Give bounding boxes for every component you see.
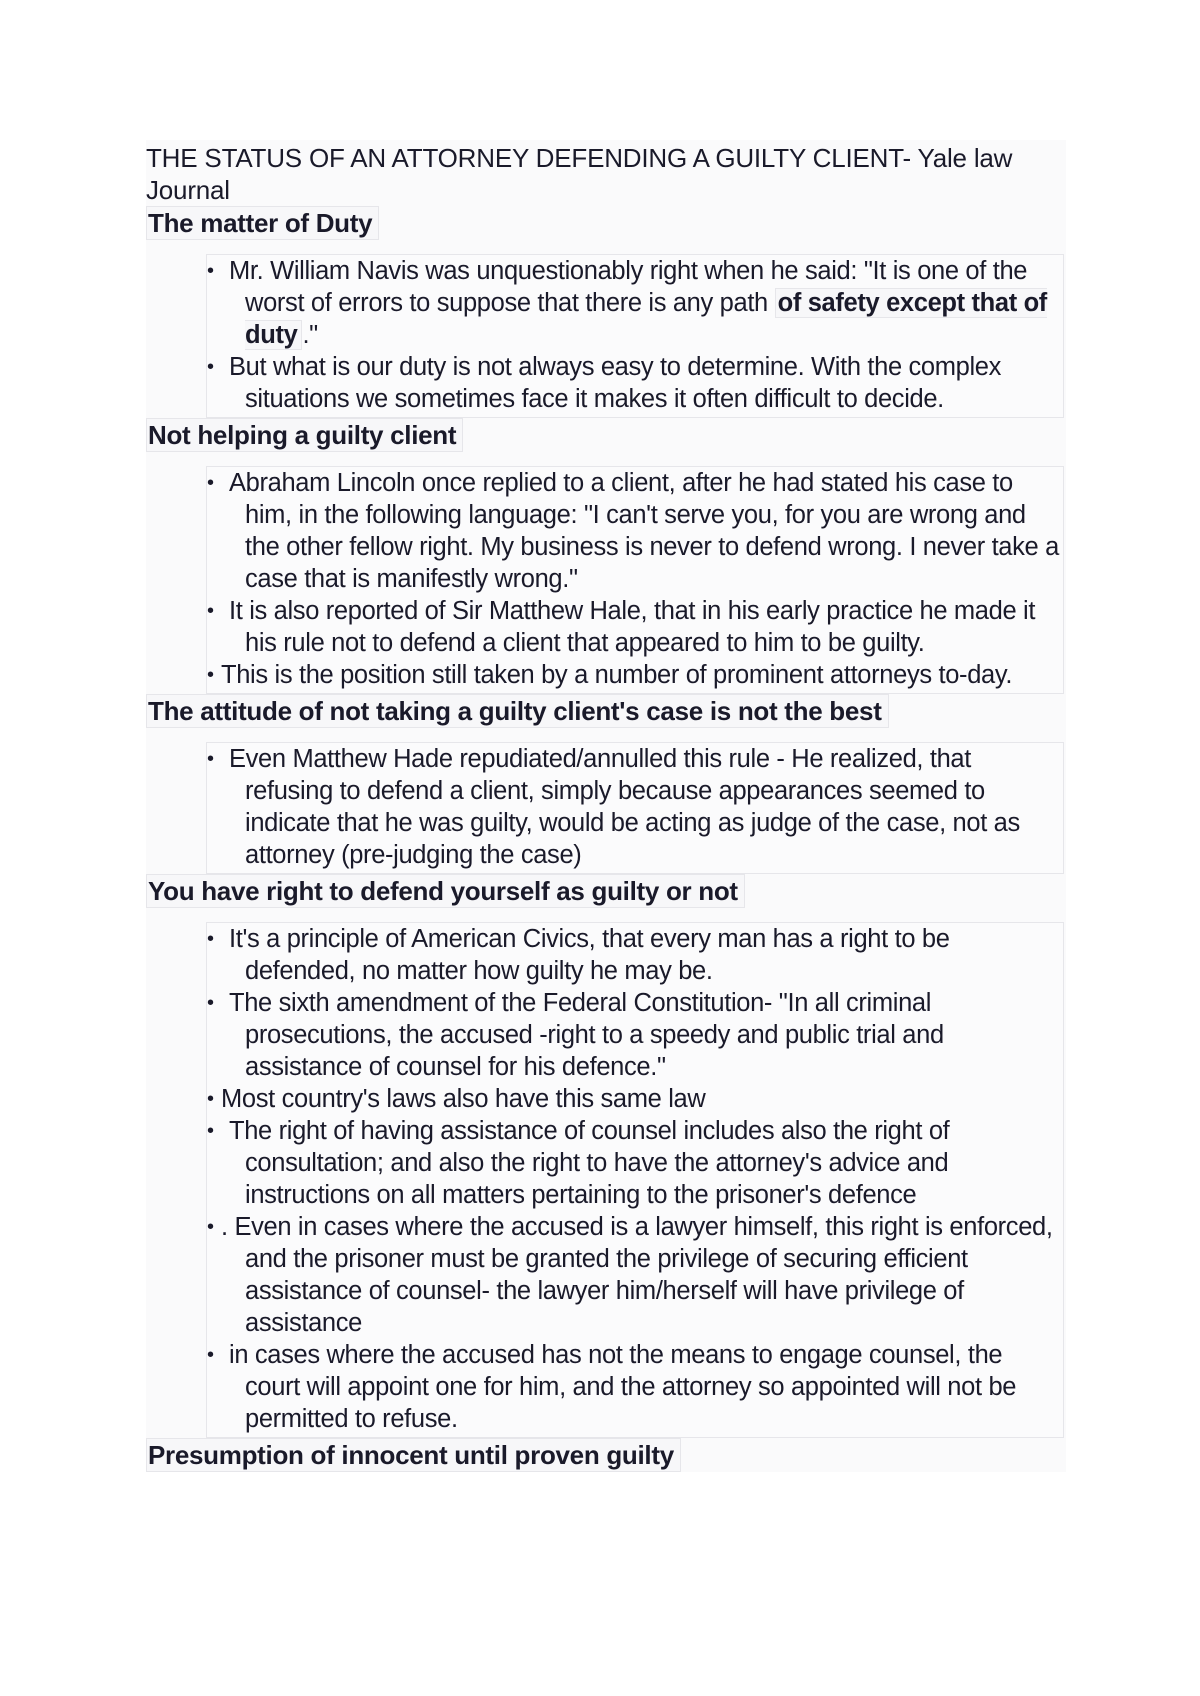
list-item: [207, 255, 1059, 351]
bullet-list-right-to-defend: [206, 922, 1064, 1438]
list-item: • The sixth amendment of the Federal Constitution- "In all criminal prosecutions, the accused -right to a speedy and public trial and assistance of counsel for his defence.": [207, 987, 1059, 1083]
bullet-text: .": [302, 321, 318, 349]
list-item: • Abraham Lincoln once replied to a client, after he had stated his case to him, in the following language: "I can't serve you, for you are wrong and the other fellow right. My business is never to defend wrong. I never take a case that is manifestly wrong.": [207, 467, 1059, 595]
section-heading-presumption: Presumption of innocent until proven guilty: [146, 1438, 681, 1472]
list-item: • It's a principle of American Civics, that every man has a right to be defended, no matter how guilty he may be.: [207, 923, 1059, 987]
section-heading-right-to-defend: You have right to defend yourself as guilty or not: [146, 874, 745, 908]
list-item: • Even Matthew Hade repudiated/annulled this rule - He realized, that refusing to defend a client, simply because appearances seemed to indicate that he was guilty, would be acting as judge of the case, not as attorney (pre-judging the case): [207, 743, 1059, 871]
bullet-text: Mr. William Navis was unquestionably right when he said: "It is one of the worst of errors to suppose that there is any path: [229, 257, 1028, 317]
list-item: • in cases where the accused has not the means to engage counsel, the court will appoint one for him, and the attorney so appointed will not be permitted to refuse.: [207, 1339, 1059, 1435]
bullet-list-attitude: [206, 742, 1064, 874]
list-item: • This is the position still taken by a number of prominent attorneys to-day.: [207, 659, 1059, 691]
list-item: • The right of having assistance of counsel includes also the right of consultation; and also the right to have the attorney's advice and instructions on all matters pertaining to the prisoner's defence: [207, 1115, 1059, 1211]
section-heading-attitude: The attitude of not taking a guilty client's case is not the best: [146, 694, 889, 728]
document-title: THE STATUS OF AN ATTORNEY DEFENDING A GUILTY CLIENT- Yale law Journal: [146, 143, 1013, 205]
section-heading-not-helping: Not helping a guilty client: [146, 418, 463, 452]
list-item: • It is also reported of Sir Matthew Hale, that in his early practice he made it his rule not to defend a client that appeared to him to be guilty.: [207, 595, 1059, 659]
list-item: • . Even in cases where the accused is a lawyer himself, this right is enforced, and the prisoner must be granted the privilege of securing efficient assistance of counsel- the lawyer him/herself will have privilege of assistance: [207, 1211, 1059, 1339]
section-heading-duty: The matter of Duty: [146, 206, 379, 240]
bullet-list-duty: [206, 254, 1064, 418]
list-item: • Most country's laws also have this same law: [207, 1083, 1059, 1115]
list-item: • But what is our duty is not always easy to determine. With the complex situations we sometimes face it makes it often difficult to decide.: [207, 351, 1059, 415]
bullet-list-not-helping: [206, 466, 1064, 694]
document-content: [146, 140, 1066, 1472]
bold-phrase: of safety except that of duty: [245, 289, 1047, 349]
